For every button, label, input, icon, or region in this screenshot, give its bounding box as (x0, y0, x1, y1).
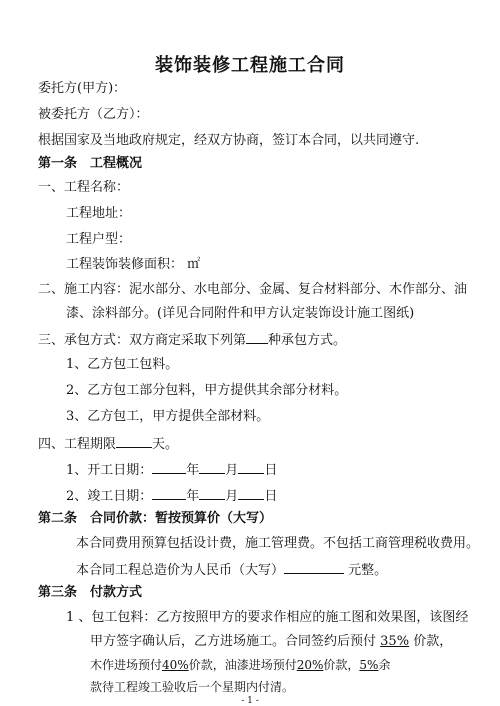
end-date-line (66, 487, 277, 505)
total-price-label: 本合同工程总造价为人民币（大写） (76, 563, 285, 578)
start-month-label: 月 (225, 463, 239, 478)
contract-mode-suffix: 种承包方式。 (268, 333, 347, 348)
end-month-blank[interactable] (199, 487, 225, 500)
payment-line-2-suffix: 价款， (413, 634, 453, 649)
project-address-line: 工程地址： (66, 206, 132, 221)
wood-payment-percent: 40% (162, 658, 189, 672)
duration-line (38, 435, 178, 453)
article-2-line-1: 本合同费用预算包括设计费，施工管理费。不包括工商管理税收费用。 (76, 536, 480, 551)
scope-line-2: 漆、涂料部分。(详见合同附件和甲方认定装饰设计施工图纸) (66, 306, 415, 321)
project-type-line: 工程户型： (66, 232, 132, 247)
article-2-heading: 第二条 合同价款：暂按预算价（大写） (38, 511, 273, 526)
contract-mode-blank[interactable] (246, 331, 268, 344)
total-price-blank[interactable] (284, 561, 344, 574)
start-year-blank[interactable] (152, 461, 186, 474)
payment-line-3 (90, 657, 390, 673)
project-name-line: 一、工程名称： (38, 180, 130, 195)
contractor-line: 被委托方（乙方）： (38, 107, 149, 122)
total-price-suffix: 元整。 (344, 563, 388, 578)
end-date-label: 2、竣工日期： (66, 489, 153, 504)
start-day-blank[interactable] (238, 461, 264, 474)
wood-prefix: 木作进场预付 (90, 658, 163, 672)
start-year-label: 年 (186, 463, 200, 478)
start-date-label: 1、开工日期： (66, 463, 153, 478)
option-2: 2、乙方包工部分包料，甲方提供其余部分材料。 (66, 383, 348, 398)
intro-line: 根据国家及当地政府规定，经双方协商，签订本合同，以共同遵守. (38, 133, 420, 148)
payment-line-4: 款待工程竣工验收后一个星期内付清。 (90, 680, 295, 694)
duration-blank[interactable] (116, 435, 152, 448)
option-3: 3、乙方包工，甲方提供全部材料。 (66, 409, 270, 424)
duration-suffix: 天。 (152, 437, 179, 452)
page-number: - 1 - (241, 696, 259, 706)
payment-line-1: 1 、包工包料：乙方按照甲方的要求作相应的施工图和效果图，该图经 (66, 610, 469, 625)
balance-suffix: 余 (378, 658, 391, 672)
payment-line-2-prefix: 甲方签字确认后，乙方进场施工。合同签约后预付 (90, 634, 377, 649)
start-month-blank[interactable] (199, 461, 225, 474)
project-area-line: 工程装饰装修面积： ㎡ (66, 257, 201, 272)
end-month-label: 月 (225, 489, 239, 504)
end-year-label: 年 (186, 489, 200, 504)
end-day-blank[interactable] (238, 487, 264, 500)
first-payment-percent: 35% (380, 634, 410, 649)
paint-suffix: 价款， (323, 658, 360, 672)
article-3-heading: 第三条 付款方式 (38, 585, 143, 600)
contract-mode-prefix: 三、承包方式：双方商定采取下列第 (38, 333, 247, 348)
paint-payment-percent: 20% (296, 658, 324, 672)
article-2-line-2 (76, 561, 387, 579)
article-1-heading: 第一条 工程概况 (38, 156, 143, 171)
balance-payment-percent: 5% (359, 658, 379, 672)
scope-line-1: 二、施工内容：泥水部分、水电部分、金属、复合材料部分、木作部分、油 (38, 282, 468, 297)
start-day-label: 日 (264, 463, 278, 478)
contract-mode-line (38, 331, 346, 349)
end-day-label: 日 (264, 489, 278, 504)
start-date-line (66, 461, 277, 479)
paint-prefix: 价款，油漆进场预付 (188, 658, 297, 672)
end-year-blank[interactable] (152, 487, 186, 500)
client-line: 委托方(甲方)： (38, 81, 127, 96)
duration-prefix: 四、工程期限 (38, 437, 117, 452)
payment-line-2 (90, 634, 452, 650)
option-1: 1、乙方包工包料。 (66, 357, 179, 372)
document-title: 装饰装修工程施工合同 (155, 55, 345, 76)
